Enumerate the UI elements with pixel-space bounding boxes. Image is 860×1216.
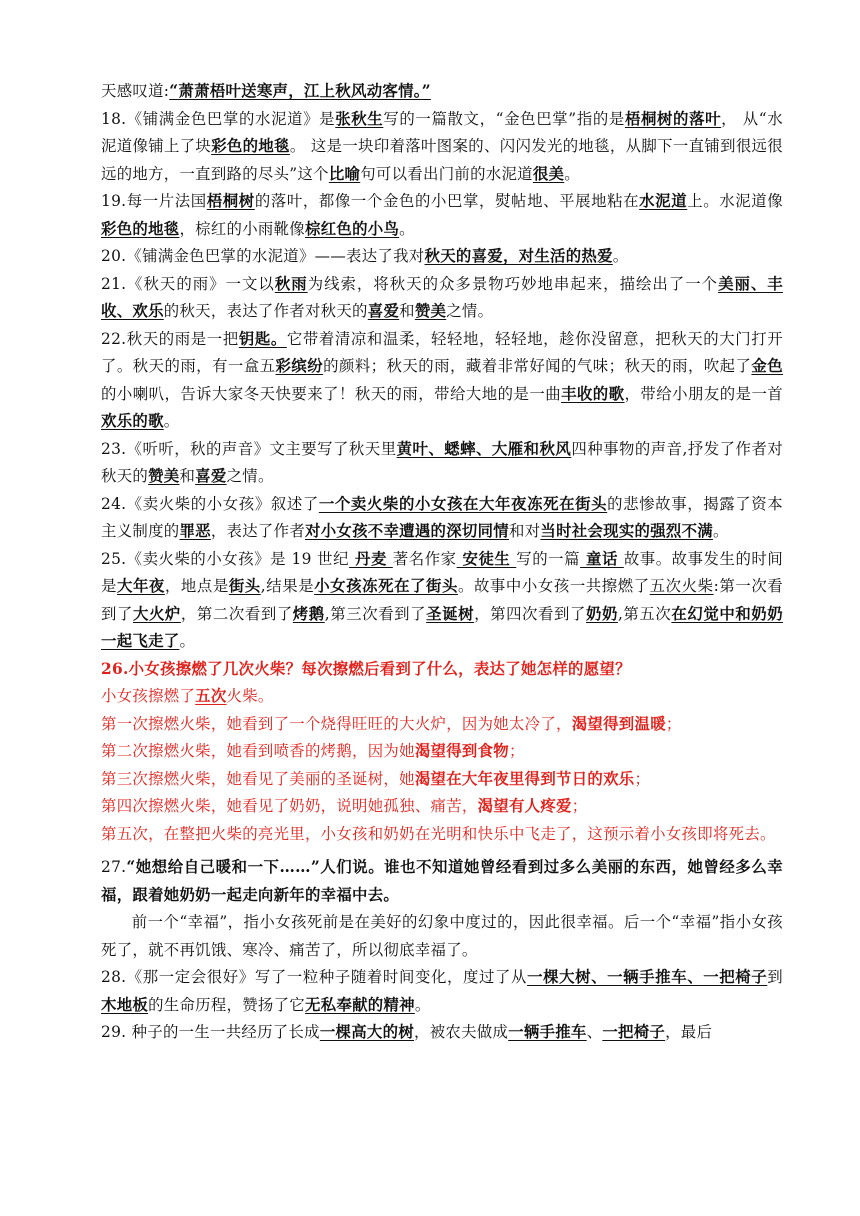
text: ，表达了作者 — [210, 522, 306, 540]
answer: 梧桐树 — [206, 192, 255, 210]
answer: 童话 — [580, 549, 624, 568]
text: 。 — [713, 522, 729, 540]
text: 和对 — [509, 522, 541, 540]
text: ； — [571, 797, 588, 815]
text: 24.《卖火柴的小女孩》叙述了 — [101, 494, 319, 513]
text: 火柴。 — [226, 687, 274, 705]
item-18 — [101, 106, 783, 189]
answer-line: 第五次，在整把火柴的亮光里，小女孩和奶奶在光明和快乐中飞走了，这预示着小女孩即将死去。 — [101, 824, 776, 843]
item-28 — [101, 964, 783, 1019]
text: ，带给小朋友的是一首 — [624, 384, 783, 403]
text: 的颜料；秋天的雨，藏着非常好闻的气味；秋天的雨，吹起了 — [323, 357, 752, 375]
text: 。故事中小女孩一共擦燃了 — [457, 577, 650, 595]
answer: 秋天的喜爱，对生活的热爱 — [424, 247, 613, 265]
answer-line — [101, 766, 783, 794]
answer: 一个卖火柴的小女孩在大年夜冻死在街头 — [318, 494, 608, 513]
answer: 很美 — [532, 164, 565, 183]
answer: 彩缤纷 — [275, 357, 324, 375]
answer: 丰收的歌 — [561, 384, 625, 403]
text: 小女孩擦燃了 — [101, 687, 196, 705]
text: 。 — [179, 632, 196, 650]
answer: 大火炉 — [132, 604, 181, 623]
text: 之情。 — [226, 467, 274, 485]
text: 21.《秋天的雨》一文以 — [101, 274, 275, 293]
text: 25.《卖火柴的小女孩》是 19 世纪 — [101, 549, 350, 568]
answer: 圣诞树 — [426, 604, 475, 623]
text: ； — [634, 769, 651, 788]
question-title: 26.小女孩擦燃了几次火柴？每次擦燃后看到了什么，表达了她怎样的愿望？ — [101, 659, 631, 678]
text: 第四次擦燃火柴，她看见了奶奶，说明她孤独、痛苦， — [101, 797, 478, 815]
text: 的秋天，表达了作者对秋天的 — [163, 302, 368, 320]
text: 的悲惨故事，揭露了资本主义制度的 — [101, 494, 783, 540]
text: 。 — [414, 995, 431, 1014]
text: ，被农夫做成 — [414, 1023, 509, 1041]
text: 20.《铺满金色巴掌的水泥道》——表达了我对 — [101, 247, 425, 265]
answer: 木地板 — [101, 995, 149, 1014]
answer: 五次 — [195, 687, 227, 705]
text: 天感叹道: — [101, 82, 170, 100]
answer: 张秋生 — [335, 109, 384, 128]
answer: 梧桐树的落叶 — [624, 109, 722, 128]
answer-bold: 渴望在大年夜里得到节日的欢乐 — [414, 769, 635, 788]
answer-line — [101, 683, 783, 711]
text: ； — [508, 742, 525, 760]
answer: 一棵高大的树 — [319, 1023, 415, 1041]
text: 第三次擦燃火柴，她看见了美丽的圣诞树，她 — [101, 769, 415, 788]
text: ，最后 — [665, 1023, 713, 1041]
answer-bold: 渴望得到食物 — [414, 742, 509, 760]
answer: 美丽、丰收、欢乐 — [101, 274, 783, 320]
text: ，地点是 — [164, 577, 229, 595]
quote-bold: “她想给自己暖和一下……”人们说。谁也不知道她曾经看到过多么美丽的东西，她曾经多么幸福，跟着她奶奶一起走向新年的幸福中去。 — [101, 858, 783, 904]
answer: 烤鹅 — [292, 604, 325, 623]
item-23 — [101, 436, 783, 491]
text: ,第三次看到了 — [324, 604, 427, 623]
item-21 — [101, 271, 783, 326]
answer: 赞美 — [148, 467, 180, 485]
answer: 黄叶、蟋蟀、大雁和秋风 — [396, 439, 572, 458]
text: 的小喇叭，告诉大家冬天快要来了！秋天的雨，带给大地的是一曲 — [101, 384, 562, 403]
text: 第二次擦燃火柴，她看到喷香的烤鹅，因为她 — [101, 742, 415, 760]
answer: 对小女孩不幸遭遇的深切同情 — [305, 522, 509, 540]
answer: 当时社会现实的强烈不满 — [540, 522, 713, 540]
answer: 秋雨 — [274, 274, 308, 293]
answer: 丹麦 — [349, 549, 393, 568]
text: 四种事物的声音,抒发了作者对秋天的 — [101, 439, 783, 485]
item-27-explanation: 前一个“幸福”，指小女孩死前是在美好的幻象中度过的，因此很幸福。后一个“幸福”指小女孩死了，就不再饥饿、寒冷、痛苦了，所以彻底幸福了。 — [101, 913, 783, 959]
item-26 — [101, 656, 783, 849]
text: 之情。 — [446, 302, 494, 320]
item-27 — [101, 854, 783, 909]
text: 第一次擦燃火柴，她看到了一个烧得旺旺的大火炉，因为她太冷了， — [101, 714, 572, 733]
text: ， 从“水泥道像铺上了块 — [101, 109, 783, 155]
text: 。 这是一块印着落叶图案的、闪闪发光的地毯，从脚下一直铺到很远很远的地方，一直到路的尽头”这个 — [101, 137, 783, 183]
text: 28.《那一定会很好》写了一粒种子随着时间变化，度过了从 — [101, 968, 528, 986]
text: ，第四次看到了 — [474, 604, 586, 623]
text: 到 — [767, 968, 783, 986]
answer: 奶奶 — [585, 604, 618, 623]
answer: 比喻 — [328, 164, 361, 183]
document-page — [101, 78, 783, 1047]
text: 19.每一片法国 — [101, 192, 207, 210]
answer: 喜爱 — [195, 467, 227, 485]
answer: 钥匙。 — [238, 329, 287, 348]
answer-line — [101, 711, 783, 739]
text: 为线索，将秋天的众多景物巧妙地串起来，描绘出了一个 — [307, 274, 719, 293]
text: 的生命历程，赞扬了它 — [148, 995, 305, 1014]
answer: 一棵大树、一辆手推车、一把椅子 — [527, 968, 768, 986]
text: 。 — [163, 412, 180, 430]
answer: 彩色的地毯 — [211, 137, 290, 155]
text: 23.《听听，秋的声音》文主要写了秋天里 — [101, 439, 397, 458]
text: :第一次看到了 — [101, 577, 783, 623]
text: ，第二次看到了 — [180, 604, 293, 623]
text: ,第五次 — [617, 604, 672, 623]
answer: 棕红色的小鸟 — [305, 219, 400, 238]
text: 29. 种子的一生一共经历了长成 — [101, 1023, 320, 1041]
answer-plain: 五次火柴 — [649, 577, 714, 595]
answer: 无私奉献的精神 — [305, 995, 415, 1014]
text: ； — [665, 714, 682, 733]
item-25 — [101, 546, 783, 656]
item-22 — [101, 326, 783, 436]
answer-line — [101, 738, 783, 766]
answer: 金色 — [751, 357, 783, 375]
item-20 — [101, 243, 783, 271]
text: 它带着清凉和温柔，轻轻地，轻轻地，趁你没留意，把秋天的大门打开了。秋天的雨，有一盒五 — [101, 329, 783, 375]
answer: 彩色的地毯 — [101, 219, 180, 238]
answer-bold: 渴望得到温暖 — [571, 714, 666, 733]
text: 句可以看出门前的水泥道 — [360, 164, 533, 183]
answer: 一把椅子 — [602, 1023, 666, 1041]
text: 和 — [179, 467, 196, 485]
answer: 安徒生 — [456, 549, 517, 568]
text: 22.秋天的雨是一把 — [101, 329, 239, 348]
text: 和 — [399, 302, 415, 320]
answer: 水泥道 — [639, 192, 688, 210]
text: 27. — [101, 858, 127, 876]
text: 著名作家 — [392, 549, 457, 568]
answer: 小女孩冻死在了街头 — [314, 577, 458, 595]
answer: 喜爱 — [367, 302, 400, 320]
text: 。 — [564, 164, 580, 183]
answer: 在幻觉中和奶奶一起飞走了 — [101, 604, 783, 650]
paragraph-poem-tail — [101, 78, 783, 106]
text: ,结果是 — [260, 577, 315, 595]
item-24 — [101, 491, 783, 546]
text: 18.《铺满金色巴掌的水泥道》是 — [101, 109, 336, 128]
answer: 罪恶 — [179, 522, 211, 540]
item-29 — [101, 1019, 783, 1047]
text: 的落叶，都像一个金色的小巴掌，熨帖地、平展地粘在 — [254, 192, 640, 210]
text: 、 — [586, 1023, 603, 1041]
text: 上。水泥道像 — [687, 192, 783, 210]
text: ，棕红的小雨靴像 — [179, 219, 305, 238]
answer: 赞美 — [414, 302, 447, 320]
item-19 — [101, 188, 783, 243]
text: 。 — [399, 219, 415, 238]
answer: 街头 — [228, 577, 261, 595]
answer-poem: “萧萧梧叶送寒声，江上秋风动客情。” — [169, 82, 431, 100]
answer: 大年夜 — [116, 577, 165, 595]
text: 故事。故事发生的时间是 — [101, 549, 784, 595]
answer-line — [101, 793, 783, 821]
text: 写的一篇 — [516, 549, 581, 568]
text: 。 — [612, 247, 629, 265]
answer-bold: 渴望有人疼爱 — [477, 797, 572, 815]
answer: 一辆手推车 — [508, 1023, 587, 1041]
answer: 欢乐的歌 — [101, 412, 164, 430]
text: 写的一篇散文，“金色巴掌”指的是 — [383, 109, 625, 128]
